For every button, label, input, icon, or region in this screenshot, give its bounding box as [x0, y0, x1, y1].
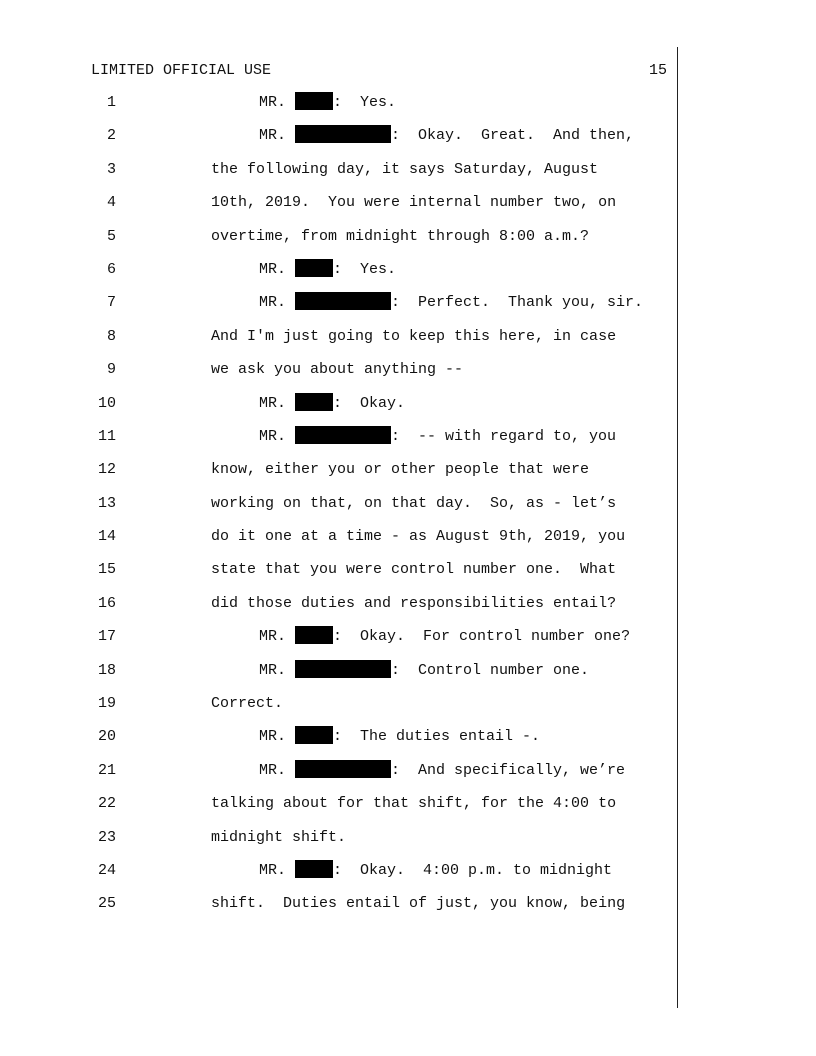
- line-number: 1: [106, 94, 116, 111]
- line-text-segment: MR.: [259, 728, 296, 746]
- line-number: 10: [97, 394, 116, 412]
- line-number: 16: [97, 594, 116, 612]
- line-text: [211, 893, 672, 915]
- redaction-box: [295, 426, 391, 444]
- line-text: [211, 526, 672, 548]
- line-number: 19: [97, 695, 116, 713]
- line-text-segment: do it one at a time - as August 9th, 2019, you: [211, 528, 626, 546]
- line-text: [259, 426, 672, 448]
- line-number: 14: [97, 528, 116, 546]
- line-text-segment: Correct.: [211, 695, 284, 713]
- line-text-segment: : Okay.: [333, 394, 406, 412]
- redaction-box: [295, 292, 391, 310]
- line-text: [259, 660, 672, 682]
- line-text-segment: MR.: [259, 294, 296, 312]
- line-text-segment: talking about for that shift, for the 4:00 to: [211, 795, 617, 813]
- transcript-line: [0, 259, 816, 292]
- redaction-box: [295, 660, 391, 678]
- redaction-box: [295, 760, 391, 778]
- line-text: [211, 326, 672, 348]
- line-text-segment: overtime, from midnight through 8:00 a.m.?: [211, 227, 590, 245]
- line-number: 17: [97, 628, 116, 646]
- line-text: [259, 125, 672, 147]
- transcript-line: [0, 493, 816, 526]
- line-text-segment: state that you were control number one. What: [211, 561, 617, 579]
- line-text-segment: MR.: [259, 628, 296, 646]
- line-text-segment: shift. Duties entail of just, you know, being: [211, 895, 626, 913]
- page-number: 15: [648, 62, 667, 79]
- redaction-box: [295, 393, 333, 411]
- line-number: 9: [106, 361, 116, 379]
- transcript-line: [0, 793, 816, 826]
- line-number: 23: [97, 828, 116, 846]
- line-text: [211, 559, 672, 581]
- line-text: [211, 493, 672, 515]
- line-number: 11: [97, 427, 116, 445]
- line-number: 18: [97, 661, 116, 679]
- redaction-box: [295, 259, 333, 277]
- line-text-segment: know, either you or other people that were: [211, 461, 590, 479]
- transcript-line: [0, 660, 816, 693]
- transcript-line: [0, 459, 816, 492]
- line-text-segment: midnight shift.: [211, 828, 347, 846]
- line-text: [211, 159, 672, 181]
- transcript-line: [0, 559, 816, 592]
- line-number: 13: [97, 494, 116, 512]
- line-number: 7: [106, 294, 116, 312]
- line-text: [211, 459, 672, 481]
- line-text-segment: MR.: [259, 94, 296, 111]
- line-number: 5: [106, 227, 116, 245]
- line-text: [211, 793, 672, 815]
- line-text: [211, 192, 672, 214]
- line-text-segment: : Yes.: [333, 260, 397, 278]
- transcript-line: [0, 192, 816, 225]
- redaction-box: [295, 92, 333, 110]
- line-text-segment: 10th, 2019. You were internal number two, on: [211, 194, 617, 212]
- transcript-line: [0, 593, 816, 626]
- line-number: 20: [97, 728, 116, 746]
- line-number: 25: [97, 895, 116, 913]
- transcript-line: [0, 393, 816, 426]
- line-text-segment: : Perfect. Thank you, sir.: [391, 294, 644, 312]
- transcript-line: [0, 426, 816, 459]
- transcript-lines: [0, 92, 816, 927]
- line-text-segment: : The duties entail -.: [333, 728, 541, 746]
- redaction-box: [295, 125, 391, 143]
- line-text: [211, 593, 672, 615]
- line-text-segment: : Yes.: [333, 94, 397, 111]
- line-number: 8: [106, 327, 116, 345]
- line-text-segment: : -- with regard to, you: [391, 427, 617, 445]
- line-number: 22: [97, 795, 116, 813]
- line-text-segment: And I'm just going to keep this here, in case: [211, 327, 617, 345]
- line-text-segment: : Okay. Great. And then,: [391, 127, 635, 145]
- line-text: [211, 359, 672, 381]
- line-text-segment: MR.: [259, 761, 296, 779]
- transcript-line: [0, 626, 816, 659]
- line-text: [259, 626, 672, 648]
- line-text-segment: working on that, on that day. So, as - let’s: [211, 494, 617, 512]
- line-number: 4: [106, 194, 116, 212]
- line-number: 3: [106, 160, 116, 178]
- line-text-segment: : Okay. For control number one?: [333, 628, 631, 646]
- line-text: [259, 259, 672, 281]
- line-text-segment: MR.: [259, 394, 296, 412]
- line-text: [259, 760, 672, 782]
- line-text: [211, 827, 672, 849]
- transcript-line: [0, 693, 816, 726]
- transcript-line: [0, 726, 816, 759]
- transcript-line: [0, 860, 816, 893]
- line-text-segment: : And specifically, we’re: [391, 761, 626, 779]
- line-text: [259, 292, 672, 314]
- line-text: [259, 92, 672, 114]
- line-number: 2: [106, 127, 116, 145]
- transcript-line: [0, 92, 816, 125]
- transcript-line: [0, 226, 816, 259]
- line-text: [259, 860, 672, 882]
- line-text: [211, 693, 672, 715]
- line-text-segment: : Okay. 4:00 p.m. to midnight: [333, 861, 613, 879]
- line-number: 24: [97, 861, 116, 879]
- line-text-segment: MR.: [259, 260, 296, 278]
- line-number: 6: [106, 260, 116, 278]
- line-text-segment: the following day, it says Saturday, August: [211, 160, 599, 178]
- line-text-segment: MR.: [259, 127, 296, 145]
- line-text-segment: MR.: [259, 861, 296, 879]
- redaction-box: [295, 860, 333, 878]
- line-text: [259, 393, 672, 415]
- transcript-line: [0, 292, 816, 325]
- transcript-line: [0, 893, 816, 926]
- line-text-segment: MR.: [259, 427, 296, 445]
- line-text-segment: did those duties and responsibilities entail?: [211, 594, 617, 612]
- transcript-line: [0, 359, 816, 392]
- line-text: [211, 226, 672, 248]
- transcript-line: [0, 760, 816, 793]
- transcript-line: [0, 125, 816, 158]
- classification-header: LIMITED OFFICIAL USE: [91, 62, 272, 79]
- line-text-segment: : Control number one.: [391, 661, 590, 679]
- line-number: 12: [97, 461, 116, 479]
- line-number: 21: [97, 761, 116, 779]
- transcript-line: [0, 159, 816, 192]
- redaction-box: [295, 726, 333, 744]
- transcript-line: [0, 827, 816, 860]
- transcript-line: [0, 326, 816, 359]
- redaction-box: [295, 626, 333, 644]
- transcript-line: [0, 526, 816, 559]
- line-text-segment: we ask you about anything --: [211, 361, 464, 379]
- line-number: 15: [97, 561, 116, 579]
- line-text-segment: MR.: [259, 661, 296, 679]
- line-text: [259, 726, 672, 748]
